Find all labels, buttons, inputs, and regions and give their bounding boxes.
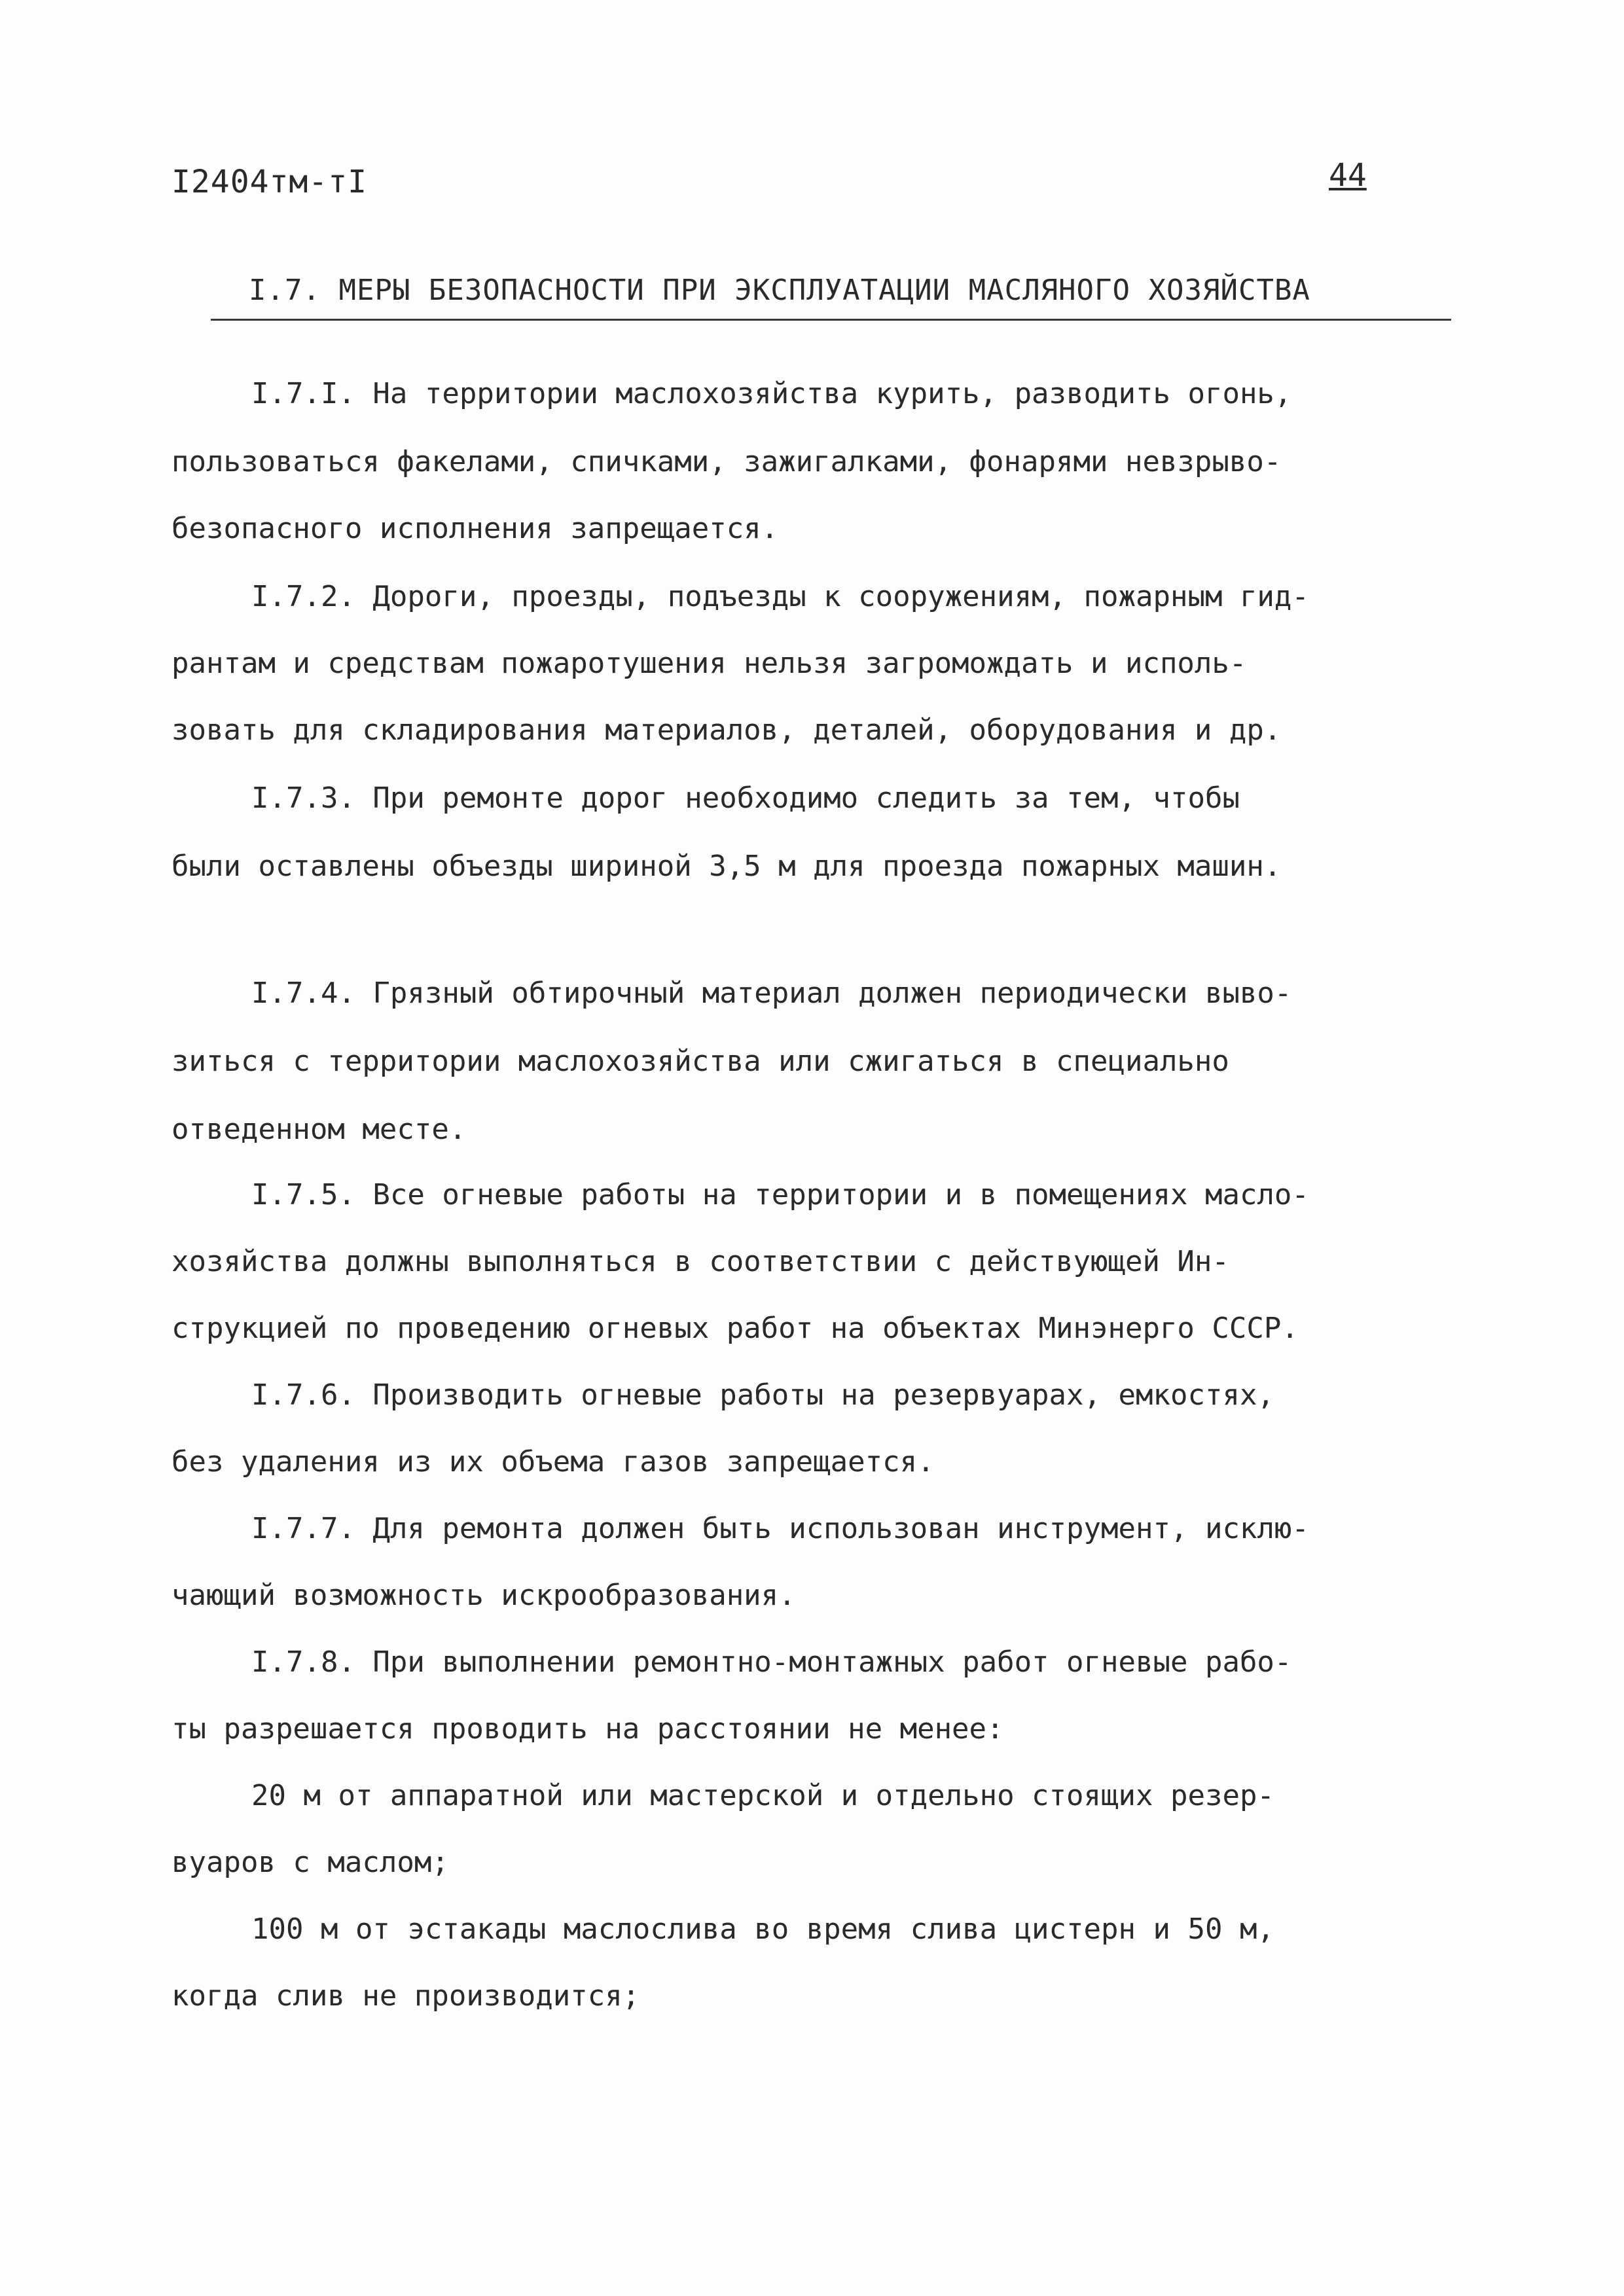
paragraph-6-line-1: I.7.6. Производить огневые работы на резервуарах, емкостях, xyxy=(251,1378,1274,1412)
paragraph-3-line-2: были оставлены объезды шириной 3,5 м для проезда пожарных машин. xyxy=(171,850,1282,883)
paragraph-5-line-3: струкцией по проведению огневых работ на объектах Минэнерго СССР. xyxy=(171,1312,1299,1345)
paragraph-1-line-1: I.7.I. На территории маслохозяйства курить, разводить огонь, xyxy=(251,377,1292,410)
paragraph-1-line-2: пользоваться факелами, спичками, зажигалками, фонарями невзрыво- xyxy=(171,445,1282,478)
paragraph-9-line-1: 20 м от аппаратной или мастерской и отдельно стоящих резер- xyxy=(251,1779,1274,1812)
paragraph-10-line-1: 100 м от эстакады маслослива во время слива цистерн и 50 м, xyxy=(251,1912,1274,1946)
paragraph-4-line-3: отведенном месте. xyxy=(171,1113,467,1146)
section-title: I.7. МЕРЫ БЕЗОПАСНОСТИ ПРИ ЭКСПЛУАТАЦИИ МАСЛЯНОГО ХОЗЯЙСТВА xyxy=(249,274,1310,307)
paragraph-5-line-2: хозяйства должны выполняться в соответствии с действующей Ин- xyxy=(171,1245,1229,1278)
paragraph-10-line-2: когда слив не производится; xyxy=(171,1979,640,2013)
paragraph-3-line-1: I.7.3. При ремонте дорог необходимо следить за тем, чтобы xyxy=(251,781,1240,815)
paragraph-8-line-2: ты разрешается проводить на расстоянии не менее: xyxy=(171,1712,1004,1746)
paragraph-6-line-2: без удаления из их объема газов запрещается. xyxy=(171,1445,935,1479)
paragraph-4-line-2: зиться с территории маслохозяйства или сжигаться в специально xyxy=(171,1045,1229,1078)
page-number: 44 xyxy=(1329,157,1367,194)
paragraph-4-line-1: I.7.4. Грязный обтирочный материал должен периодически выво- xyxy=(251,977,1292,1010)
paragraph-9-line-2: вуаров с маслом; xyxy=(171,1846,449,1879)
paragraph-7-line-1: I.7.7. Для ремонта должен быть использован инструмент, исклю- xyxy=(251,1512,1309,1545)
paragraph-1-line-3: безопасного исполнения запрещается. xyxy=(171,512,779,545)
document-code: I2404тм-тI xyxy=(171,164,367,200)
paragraph-2-line-1: I.7.2. Дороги, проезды, подъезды к сооружениям, пожарным гид- xyxy=(251,580,1309,613)
paragraph-8-line-1: I.7.8. При выполнении ремонтно-монтажных работ огневые рабо- xyxy=(251,1645,1292,1679)
title-underline xyxy=(211,319,1451,321)
paragraph-7-line-2: чающий возможность искрообразования. xyxy=(171,1579,796,1612)
paragraph-2-line-2: рантам и средствам пожаротушения нельзя загромождать и исполь- xyxy=(171,647,1247,680)
paragraph-2-line-3: зовать для складирования материалов, деталей, оборудования и др. xyxy=(171,713,1282,747)
paragraph-5-line-1: I.7.5. Все огневые работы на территории и в помещениях масло- xyxy=(251,1178,1309,1211)
